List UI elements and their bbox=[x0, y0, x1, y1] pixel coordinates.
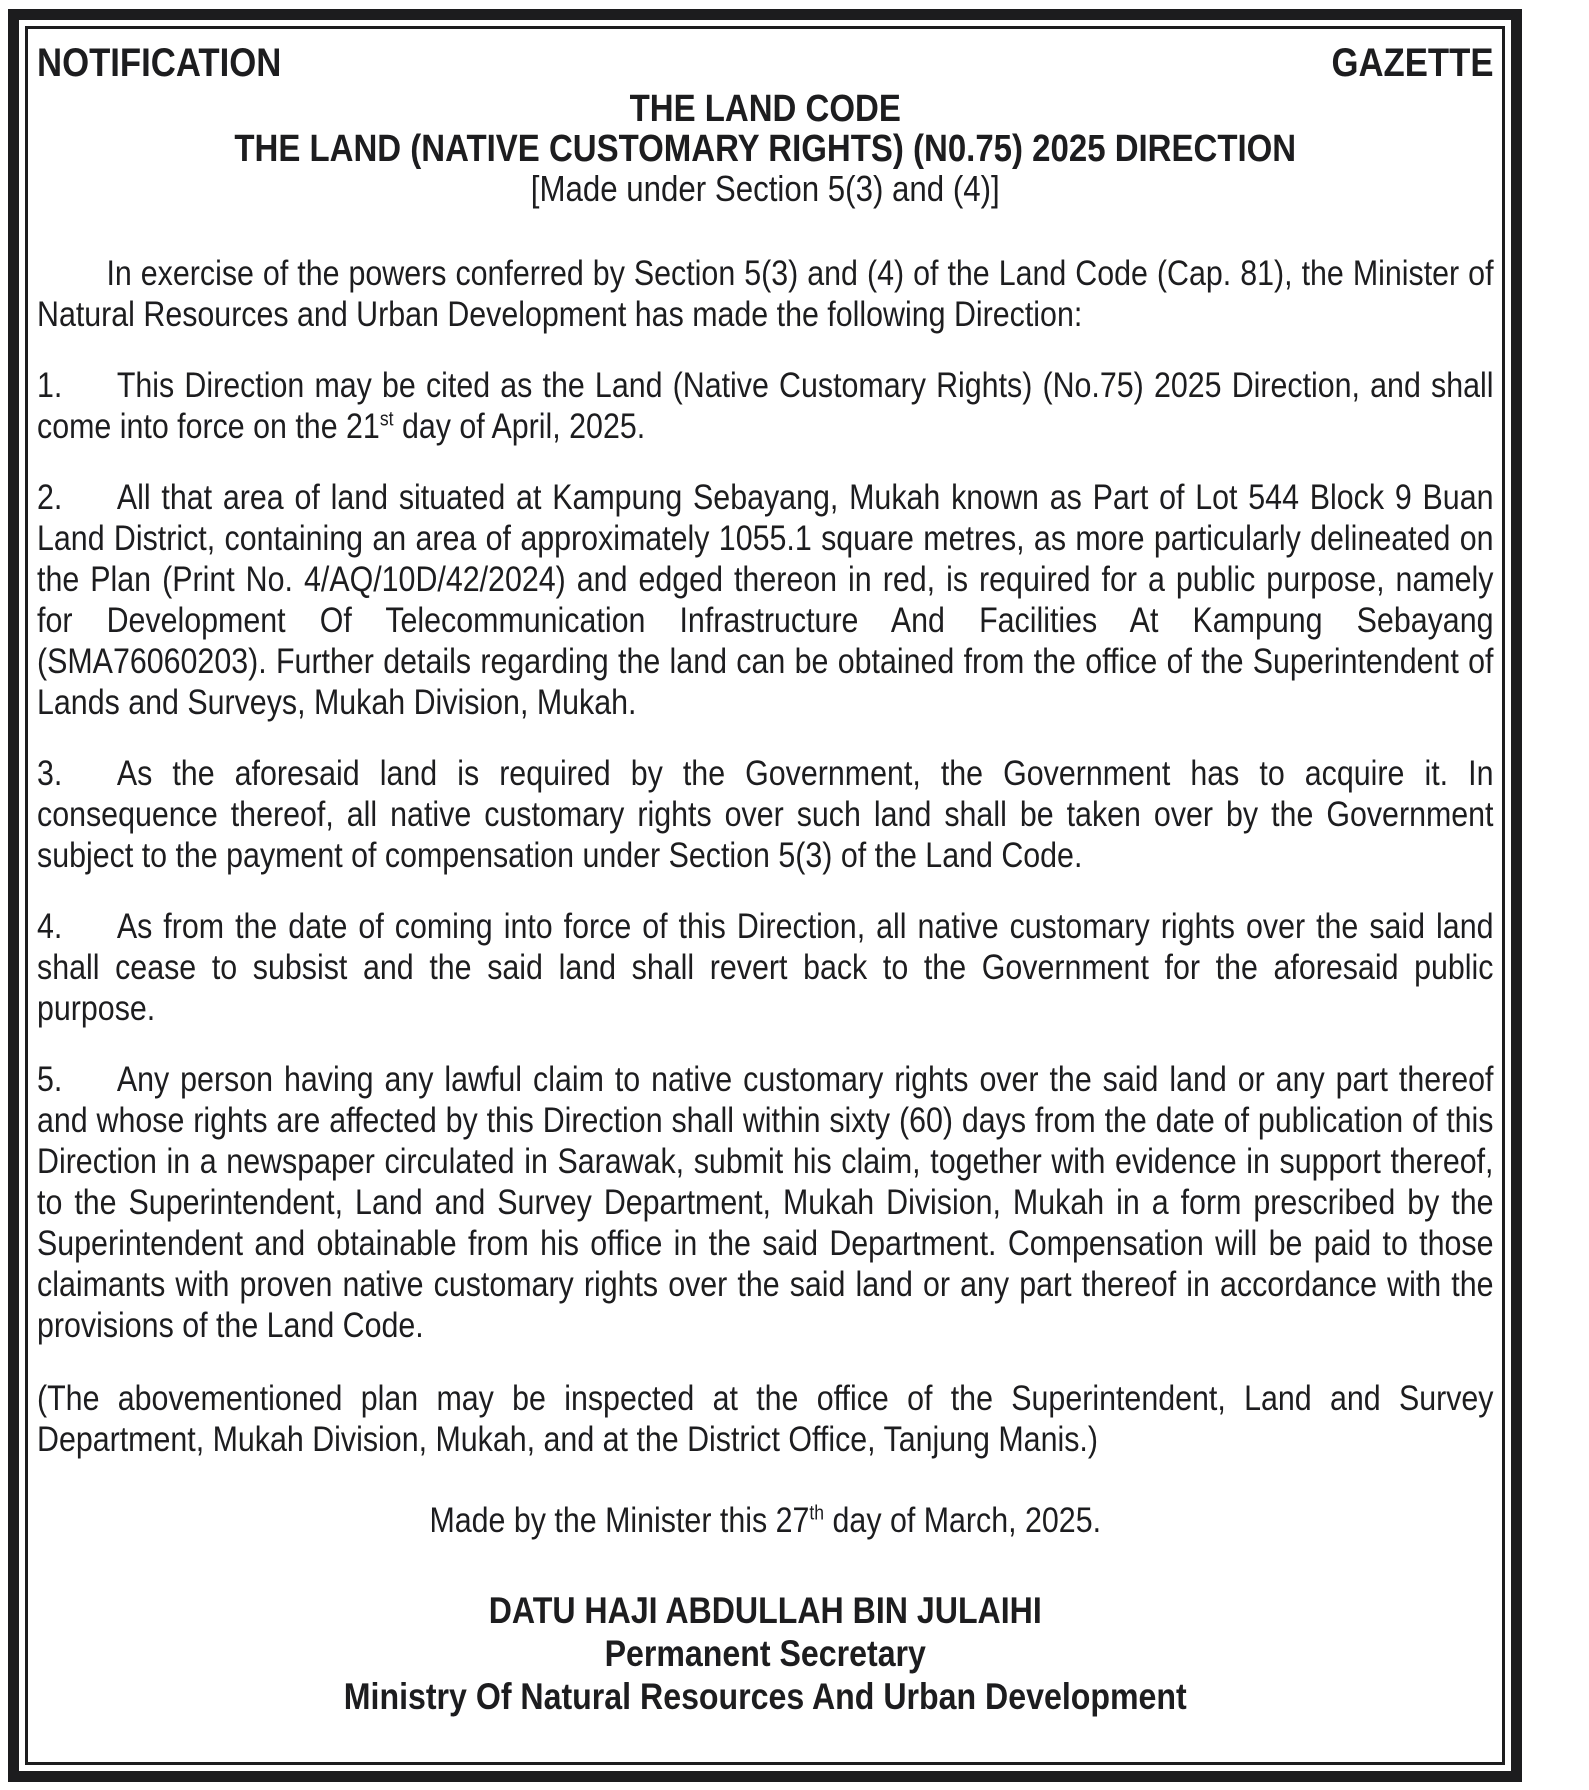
paragraph-3-number: 3. bbox=[37, 754, 63, 793]
document-outer-border bbox=[8, 9, 1522, 1782]
signatory-title: Permanent Secretary bbox=[604, 1633, 926, 1674]
paragraph-5-text: Any person having any lawful claim to native customary rights over the said land or any part thereof and whose rights are affected by this Direction shall within sixty (60) days from the date of publication of this Direction in a newspaper circulated in Sarawak, submit his claim, together with evidence in support thereof, to the Superintendent, Land and Survey Department, Mukah Division, Mukah in a form prescribed by the Superintendent and obtainable from his office in the said Department. Compensation will be paid to those claimants with proven native customary rights over the said land or any part thereof in accordance with the provisions of the Land Code. bbox=[37, 1060, 1494, 1345]
made-by-text-end: day of March, 2025. bbox=[824, 1501, 1102, 1540]
intro-paragraph: In exercise of the powers conferred by Section 5(3) and (4) of the Land Code (Cap. 81), the Minister of Natural Resources and Urban Development has made the following Direction: bbox=[37, 254, 1494, 334]
title-block bbox=[37, 89, 1494, 209]
document-header bbox=[37, 29, 1494, 85]
paragraph-1 bbox=[37, 365, 1494, 447]
paragraph-4-number: 4. bbox=[37, 907, 63, 946]
made-by-line bbox=[37, 1500, 1494, 1541]
signature-block bbox=[37, 1589, 1494, 1718]
made-by-ordinal-suffix: th bbox=[809, 1502, 825, 1525]
plan-inspection-note: (The abovementioned plan may be inspected at the office of the Superintendent, Land and Survey Department, Mukah Division, Mukah, and at the District Office, Tanjung Manis.) bbox=[37, 1379, 1494, 1459]
notification-label: NOTIFICATION bbox=[37, 41, 282, 85]
title-land-code: THE LAND CODE bbox=[629, 88, 901, 130]
paragraph-3 bbox=[37, 753, 1494, 876]
paragraph-1-number: 1. bbox=[37, 366, 63, 405]
paragraph-1-ordinal-suffix: st bbox=[379, 408, 394, 431]
paragraph-5 bbox=[37, 1059, 1494, 1346]
made-by-text: Made by the Minister this 27 bbox=[429, 1501, 810, 1540]
paragraph-2-text: All that area of land situated at Kampung Sebayang, Mukah known as Part of Lot 544 Block 9 Buan Land District, containing an area of approximately 1055.1 square metres, as more particularly delineated on the Plan (Print No. 4/AQ/10D/42/2024) and edged thereon in red, is required for a public purpose, namely for Development Of Telecommunication Infrastructure And Facilities At Kampung Sebayang (SMA76060203). Further details regarding the land can be obtained from the office of the Superintendent of Lands and Surveys, Mukah Division, Mukah. bbox=[37, 478, 1494, 722]
paragraph-2-number: 2. bbox=[37, 478, 63, 517]
paragraph-4 bbox=[37, 906, 1494, 1029]
signatory-name: DATU HAJI ABDULLAH BIN JULAIHI bbox=[488, 1590, 1042, 1631]
paragraph-4-text: As from the date of coming into force of this Direction, all native customary rights over the said land shall cease to subsist and the said land shall revert back to the Government for the aforesaid public purpose. bbox=[37, 907, 1494, 1028]
title-direction: THE LAND (NATIVE CUSTOMARY RIGHTS) (N0.75) 2025 DIRECTION bbox=[234, 128, 1297, 170]
document-content bbox=[37, 29, 1494, 1718]
gazette-label: GAZETTE bbox=[1331, 41, 1494, 85]
paragraph-2 bbox=[37, 477, 1494, 723]
paragraph-1-text-end: day of April, 2025. bbox=[393, 407, 646, 446]
paragraph-3-text: As the aforesaid land is required by the Government, the Government has to acquire it. In consequence thereof, all native customary rights over such land shall be taken over by the Government subject to the payment of compensation under Section 5(3) of the Land Code. bbox=[37, 754, 1494, 875]
title-made-under: [Made under Section 5(3) and (4)] bbox=[530, 168, 1000, 209]
paragraph-5-number: 5. bbox=[37, 1060, 63, 1099]
signatory-ministry: Ministry Of Natural Resources And Urban Development bbox=[343, 1676, 1187, 1717]
document-inner-border bbox=[25, 26, 1505, 1765]
paragraph-1-text: This Direction may be cited as the Land (Native Customary Rights) (No.75) 2025 Direction, and shall come into force on the 21 bbox=[37, 366, 1494, 446]
